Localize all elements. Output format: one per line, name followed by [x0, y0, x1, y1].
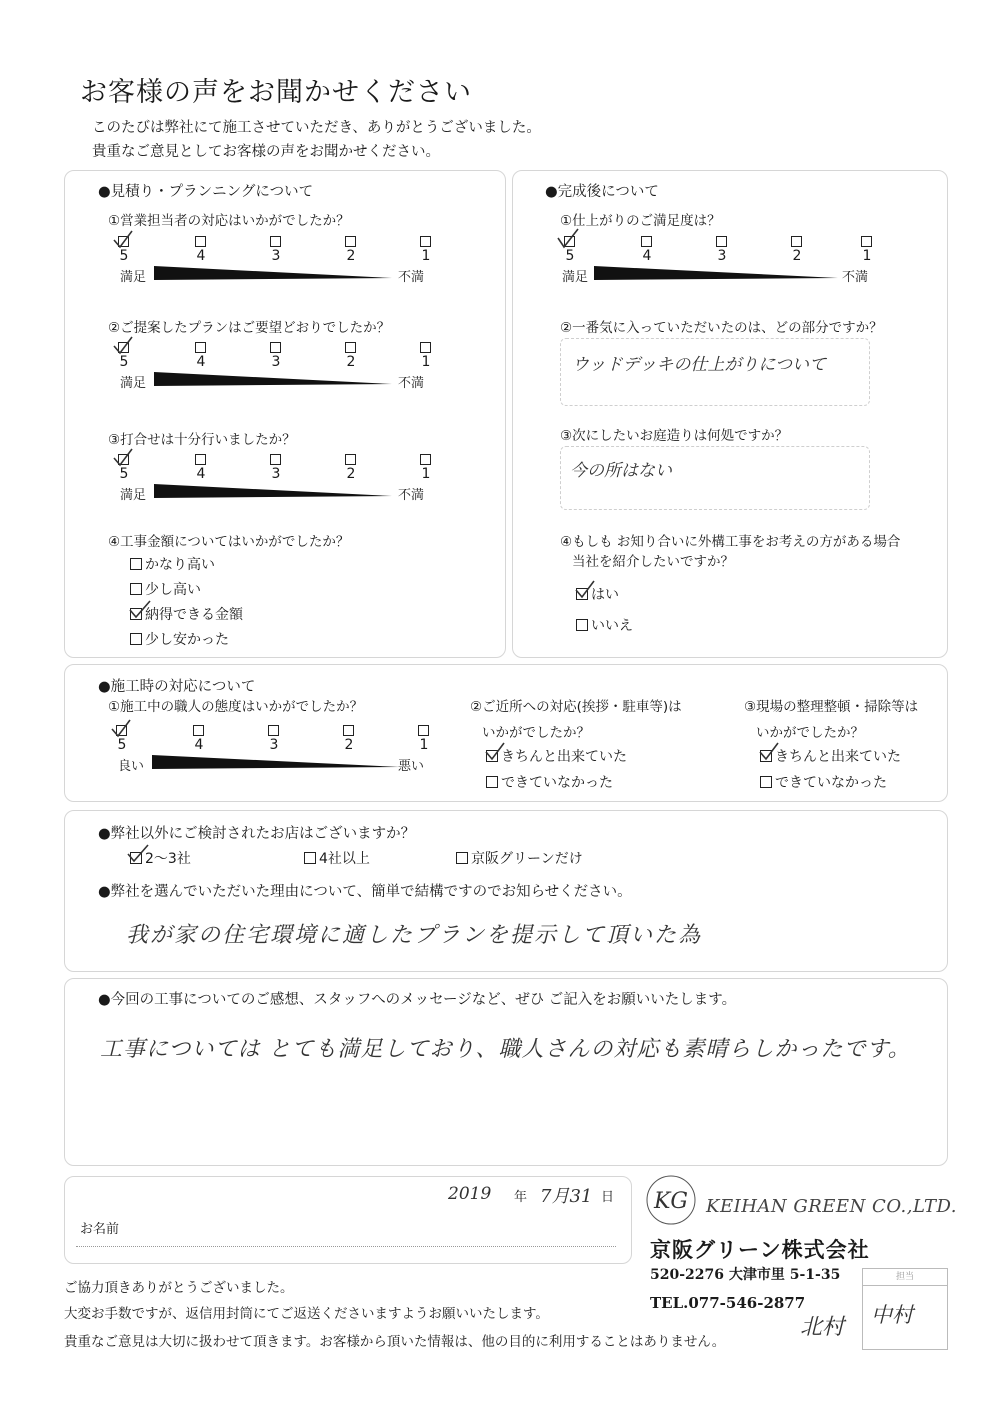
rating-5-label: 5	[119, 354, 129, 370]
rating-5-label: 5	[117, 737, 127, 753]
rating-1-checkbox[interactable]	[420, 342, 431, 353]
rating-2-label: 2	[346, 466, 356, 482]
after-q4-line1: ④もしも お知り合いに外構工事をお考えの方がある場合	[560, 534, 901, 550]
rating-2-label: 2	[792, 248, 802, 264]
rating-2-label: 2	[344, 737, 354, 753]
after-q3: ③次にしたいお庭造りは何処ですか？	[560, 428, 789, 444]
checkbox[interactable]	[760, 776, 772, 788]
rating-3-checkbox[interactable]	[270, 454, 281, 465]
rating-2-checkbox[interactable]	[345, 236, 356, 247]
other-a2-text: 我が家の住宅環境に適したプランを提示して頂いた為	[126, 923, 703, 948]
construction-q2-line2: いかがでしたか？	[482, 725, 590, 741]
rating-5-label: 5	[565, 248, 575, 264]
year-label: 年	[514, 1190, 528, 1205]
estimate-q4: ④工事金額についてはいかがでしたか？	[108, 534, 350, 550]
neighbor-done-option[interactable]: きちんと出来ていた	[486, 746, 627, 766]
recommend-yes-option[interactable]: はい	[576, 584, 619, 604]
check-mark-icon	[126, 844, 150, 864]
scale-wedge	[588, 266, 838, 282]
check-mark-icon	[484, 742, 506, 762]
scale-good-label: 満足	[120, 488, 147, 503]
staff-stamp-box	[862, 1268, 948, 1350]
cleanup-not-done-option[interactable]: できていなかった	[760, 772, 887, 792]
footer-line-3: 貴重なご意見は大切に扱わせて頂きます。お客様から頂いた情報は、他の目的に利用することはありません。	[64, 1334, 726, 1350]
rating-1-label: 1	[421, 248, 431, 264]
after-q2: ②一番気に入っていただいたのは、どの部分ですか？	[560, 320, 883, 336]
rating-1-label: 1	[862, 248, 872, 264]
construction-q3-line2: いかがでしたか？	[756, 725, 864, 741]
company-tel: TEL.077-546-2877	[650, 1294, 806, 1312]
rating-1-checkbox[interactable]	[418, 725, 429, 736]
scale-wedge	[140, 755, 400, 771]
rating-3-checkbox[interactable]	[270, 236, 281, 247]
price-option-reasonable[interactable]: 納得できる金額	[130, 604, 243, 624]
rating-4-label: 4	[194, 737, 204, 753]
rating-4-label: 4	[642, 248, 652, 264]
scale-wedge	[142, 266, 392, 282]
recommend-no-option[interactable]: いいえ	[576, 615, 633, 635]
footer-line-2: 大変お手数ですが、返信用封筒にてご返送くださいますようお願いいたします。	[64, 1306, 549, 1322]
scale-good-label: 満足	[120, 270, 147, 285]
rating-1-checkbox[interactable]	[420, 454, 431, 465]
check-mark-icon	[758, 742, 780, 762]
page-title: お客様の声をお聞かせください	[80, 77, 472, 108]
rating-3-checkbox[interactable]	[268, 725, 279, 736]
other-q2: ●弊社を選んでいただいた理由について、簡単で結構ですのでお知らせください。	[98, 884, 632, 900]
company-logo-text: KEIHAN GREEN CO.,LTD.	[706, 1196, 957, 1217]
other-2-3-option[interactable]: 2～3社	[130, 848, 191, 868]
check-mark-icon	[112, 230, 134, 250]
rating-2-checkbox[interactable]	[345, 454, 356, 465]
check-mark-icon	[556, 228, 580, 250]
estimate-q1-scale	[112, 236, 432, 306]
rating-5-label: 5	[119, 248, 129, 264]
rating-1-checkbox[interactable]	[420, 236, 431, 247]
rating-4-checkbox[interactable]	[195, 236, 206, 247]
rating-2-label: 2	[346, 354, 356, 370]
construction-heading: ●施工時の対応について	[98, 679, 256, 695]
construction-q1-scale	[110, 725, 430, 795]
rating-5-label: 5	[119, 466, 129, 482]
neighbor-not-done-option[interactable]: できていなかった	[486, 772, 613, 792]
after-q1-scale	[558, 236, 878, 306]
price-option-little-cheap[interactable]: 少し安かった	[130, 629, 229, 649]
checkbox[interactable]	[130, 583, 142, 595]
day-label: 日	[601, 1190, 615, 1205]
checkbox[interactable]	[304, 852, 316, 864]
company-logo-icon	[642, 1174, 700, 1226]
company-name: 京阪グリーン株式会社	[650, 1237, 870, 1262]
rating-3-checkbox[interactable]	[270, 342, 281, 353]
scale-bad-label: 不満	[398, 376, 425, 391]
check-mark-icon	[128, 600, 152, 620]
rating-4-label: 4	[196, 354, 206, 370]
rating-3-checkbox[interactable]	[716, 236, 727, 247]
scale-good-label: 満足	[562, 270, 589, 285]
footer-line-1: ご協力頂きありがとうございました。	[64, 1280, 294, 1296]
scale-bad-label: 不満	[398, 270, 425, 285]
after-a3-text: 今の所はない	[570, 461, 672, 481]
name-label: お名前	[80, 1222, 120, 1237]
scale-wedge	[142, 372, 392, 388]
date-year: 2019	[448, 1184, 492, 1204]
date-month-day: 7月31	[540, 1186, 593, 1207]
after-a2-text: ウッドデッキの仕上がりについて	[572, 355, 826, 375]
cleanup-done-option[interactable]: きちんと出来ていた	[760, 746, 901, 766]
estimate-q2: ②ご提案したプランはご要望どおりでしたか？	[108, 320, 391, 336]
scale-good-label: 満足	[120, 376, 147, 391]
intro-line-2: 貴重なご意見としてお客様の声をお聞かせください。	[92, 144, 440, 160]
rating-4-checkbox[interactable]	[193, 725, 204, 736]
rating-2-label: 2	[346, 248, 356, 264]
rating-1-label: 1	[421, 466, 431, 482]
check-mark-icon	[112, 448, 134, 468]
rating-1-label: 1	[421, 354, 431, 370]
rating-4-checkbox[interactable]	[195, 342, 206, 353]
estimate-heading: ●見積り・プランニングについて	[98, 184, 314, 200]
rating-3-label: 3	[271, 466, 281, 482]
staff-signature-1: 北村	[800, 1315, 845, 1340]
checkbox[interactable]	[576, 619, 588, 631]
construction-q2-line1: ②ご近所への対応(挨拶・駐車等)は	[470, 699, 682, 715]
price-option-very-high[interactable]: かなり高い	[130, 554, 215, 574]
message-a-text: 工事については とても満足しており、職人さんの対応も素晴らしかったです。	[100, 1037, 911, 1062]
stamp-label: 担当	[863, 1269, 947, 1286]
estimate-q3: ③打合せは十分行いましたか？	[108, 432, 296, 448]
other-keihan-only-option[interactable]: 京阪グリーンだけ	[456, 848, 583, 868]
checkbox[interactable]	[130, 633, 142, 645]
estimate-q3-scale	[112, 454, 432, 524]
name-line[interactable]	[76, 1246, 616, 1247]
checkbox[interactable]	[486, 776, 498, 788]
after-q1: ①仕上がりのご満足度は？	[560, 213, 721, 229]
staff-signature-2: 中村	[871, 1303, 913, 1327]
company-address: 520-2276 大津市里 5-1-35	[650, 1267, 841, 1283]
rating-3-label: 3	[271, 248, 281, 264]
rating-3-label: 3	[271, 354, 281, 370]
checkbox[interactable]	[456, 852, 468, 864]
other-4plus-option[interactable]: 4社以上	[304, 848, 370, 868]
rating-3-label: 3	[717, 248, 727, 264]
construction-q1: ①施工中の職人の態度はいかがでしたか？	[108, 699, 364, 715]
other-q1: ●弊社以外にご検討されたお店はございますか？	[98, 826, 416, 842]
checkbox[interactable]	[130, 558, 142, 570]
estimate-q2-scale	[112, 342, 432, 412]
after-heading: ●完成後について	[545, 184, 659, 200]
rating-3-label: 3	[269, 737, 279, 753]
construction-q3-line1: ③現場の整理整頓・掃除等は	[744, 699, 919, 715]
rating-2-checkbox[interactable]	[791, 236, 802, 247]
check-mark-icon	[112, 336, 134, 356]
after-q4-line2: 当社を紹介したいですか？	[572, 554, 734, 570]
scale-bad-label: 悪い	[398, 759, 425, 774]
rating-1-checkbox[interactable]	[861, 236, 872, 247]
price-option-little-high[interactable]: 少し高い	[130, 579, 201, 599]
check-mark-icon	[110, 719, 132, 739]
svg-text:KG: KG	[653, 1189, 689, 1214]
rating-4-label: 4	[196, 248, 206, 264]
scale-bad-label: 不満	[398, 488, 425, 503]
intro-line-1: このたびは弊社にて施工させていただき、ありがとうございました。	[92, 120, 541, 136]
rating-4-checkbox[interactable]	[195, 454, 206, 465]
rating-2-checkbox[interactable]	[345, 342, 356, 353]
rating-2-checkbox[interactable]	[343, 725, 354, 736]
rating-4-checkbox[interactable]	[641, 236, 652, 247]
estimate-q1: ①営業担当者の対応はいかがでしたか？	[108, 213, 350, 229]
rating-1-label: 1	[419, 737, 429, 753]
message-q: ●今回の工事についてのご感想、スタッフへのメッセージなど、ぜひ ご記入をお願いいたします。	[98, 992, 737, 1008]
scale-bad-label: 不満	[842, 270, 869, 285]
check-mark-icon	[574, 580, 596, 600]
scale-good-label: 良い	[118, 759, 145, 774]
rating-4-label: 4	[196, 466, 206, 482]
scale-wedge	[142, 484, 392, 500]
